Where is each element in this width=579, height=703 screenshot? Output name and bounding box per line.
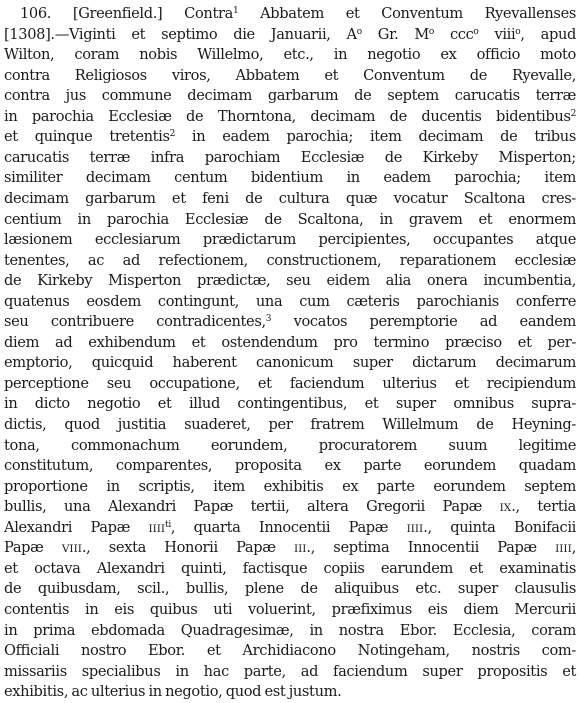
footnote-marker: 2 bbox=[570, 108, 576, 119]
text-line-6: in parochia Ecclesiæ de Thorntona, decimam de ducentis bidentibus$^2$ bbox=[4, 107, 576, 125]
text-line-30: contentis in eis quibus uti voluerint, præfiximus eis diem Mercurii bbox=[4, 600, 576, 618]
text-line-3: Wilton, coram nobis Willelmo, etc., in negotio ex officio moto bbox=[4, 46, 576, 64]
text-line-19: perceptione seu occupatione, et faciendum ulterius et recipiendum bbox=[4, 374, 576, 392]
roman-numeral: IIII bbox=[555, 543, 572, 556]
text-line-10: decimam garbarum et feni de cultura quæ vocatur Scaltona cres- bbox=[4, 189, 576, 207]
text-line-8: carucatis terræ infra parochiam Ecclesiæ de Kirkeby Misperton; bbox=[4, 148, 576, 166]
text-line-26: Alexandri Papæ $IIII^{ti}$, quarta Innocentii Papæ IIII., quinta Bonifacii bbox=[4, 518, 576, 536]
text-line-31: in prima ebdomada Quadragesimæ, in nostra Ebor. Ecclesia, coram bbox=[4, 621, 576, 639]
text-line-16: seu contribuere contradicentes,$^3$ vocatos peremptorie ad eandem bbox=[4, 313, 576, 331]
text-line-24: proportione in scriptis, item exhibitis ex parte eorundem septem bbox=[4, 477, 576, 495]
text-line-18: emptorio, quicquid haberent canonicum super dictarum decimarum bbox=[4, 354, 576, 372]
footnote-marker: 3 bbox=[265, 314, 272, 325]
text-line-5: contra jus commune decimam garbarum de septem carucatis terræ bbox=[4, 87, 576, 105]
text-line-22: tona, commonachum eorundem, procuratorem suum legitime bbox=[4, 436, 576, 454]
text-line-7: et quinque tretentis$^2$ in eadem parochia; item decimam de tribus bbox=[4, 128, 576, 146]
roman-numeral: IX bbox=[499, 502, 512, 515]
footnote-marker: 1 bbox=[232, 6, 239, 16]
footnote-marker: 2 bbox=[169, 129, 176, 140]
text-line-27: Papæ VIII., sexta Honorii Papæ III., septima Innocentii Papæ IIII, bbox=[4, 539, 577, 557]
roman-numeral: VIII bbox=[61, 543, 82, 556]
text-line-12: læsionem ecclesiarum prædictarum percipientes, occupantes atque bbox=[4, 231, 576, 249]
text-line-32: Officiali nostro Ebor. et Archidiacono Notingeham, nostris com- bbox=[4, 642, 576, 660]
text-line-13: tenentes, ac ad refectionem, constructionem, reparationem ecclesiæ bbox=[4, 251, 576, 269]
text-line-20: in dicto negotio et illud contingentibus, et super omnibus supra- bbox=[4, 395, 576, 413]
roman-numeral: IIII bbox=[148, 522, 166, 535]
text-line-28: et octava Alexandri quinti, factisque copiis earundem et examinatis bbox=[4, 559, 576, 577]
entry-heading: 106. [Greenfield.] Contra bbox=[20, 5, 233, 22]
text-line-34: exhibitis, ac ulterius in negotio, quod est justum. bbox=[4, 683, 342, 701]
text-line-15: quatenus eosdem contingunt, una cum cæteris parochianis conferre bbox=[4, 292, 576, 310]
text-line-21: dictis, quod justitia suaderet, per fratrem Willelmum de Heyning- bbox=[4, 416, 576, 433]
text-line-9: similiter decimam centum bidentium in eadem parochia; item bbox=[4, 169, 576, 187]
text-line-2: [1308].—Viginti et septimo die Januarii, $A^o$ Gr. $M^o$ ccc$^o$ viii$^o$, apud bbox=[4, 25, 576, 43]
text-line-11: centium in parochia Ecclesiæ de Scaltona, in gravem et enormem bbox=[4, 210, 576, 228]
text-line-25: bullis, una Alexandri Papæ tertii, altera Gregorii Papæ IX., tertia bbox=[4, 498, 576, 516]
text-line-33: missariis specialibus in hac parte, ad faciendum super propositis et bbox=[4, 662, 576, 680]
roman-numeral: IIII bbox=[406, 522, 424, 535]
text-line-29: de quibusdam, scil., bullis, plene de aliquibus etc. super clausulis bbox=[4, 580, 576, 598]
text-line-23: constitutum, comparentes, proposita ex parte eorundem quadam bbox=[4, 457, 576, 475]
text-line-17: diem ad exhibendum et ostendendum pro termino præciso et per- bbox=[4, 333, 576, 351]
text-line-4: contra Religiosos viros, Abbatem et Conventum de Ryevalle, bbox=[4, 66, 576, 84]
roman-numeral: III bbox=[293, 543, 307, 556]
text-line-1: 106. [Greenfield.] Contra$^1$ Abbatem et Conventum Ryevallenses bbox=[20, 5, 576, 22]
text-line-14: de Kirkeby Misperton prædictæ, seu eidem alia onera incumbentia, bbox=[4, 272, 576, 290]
